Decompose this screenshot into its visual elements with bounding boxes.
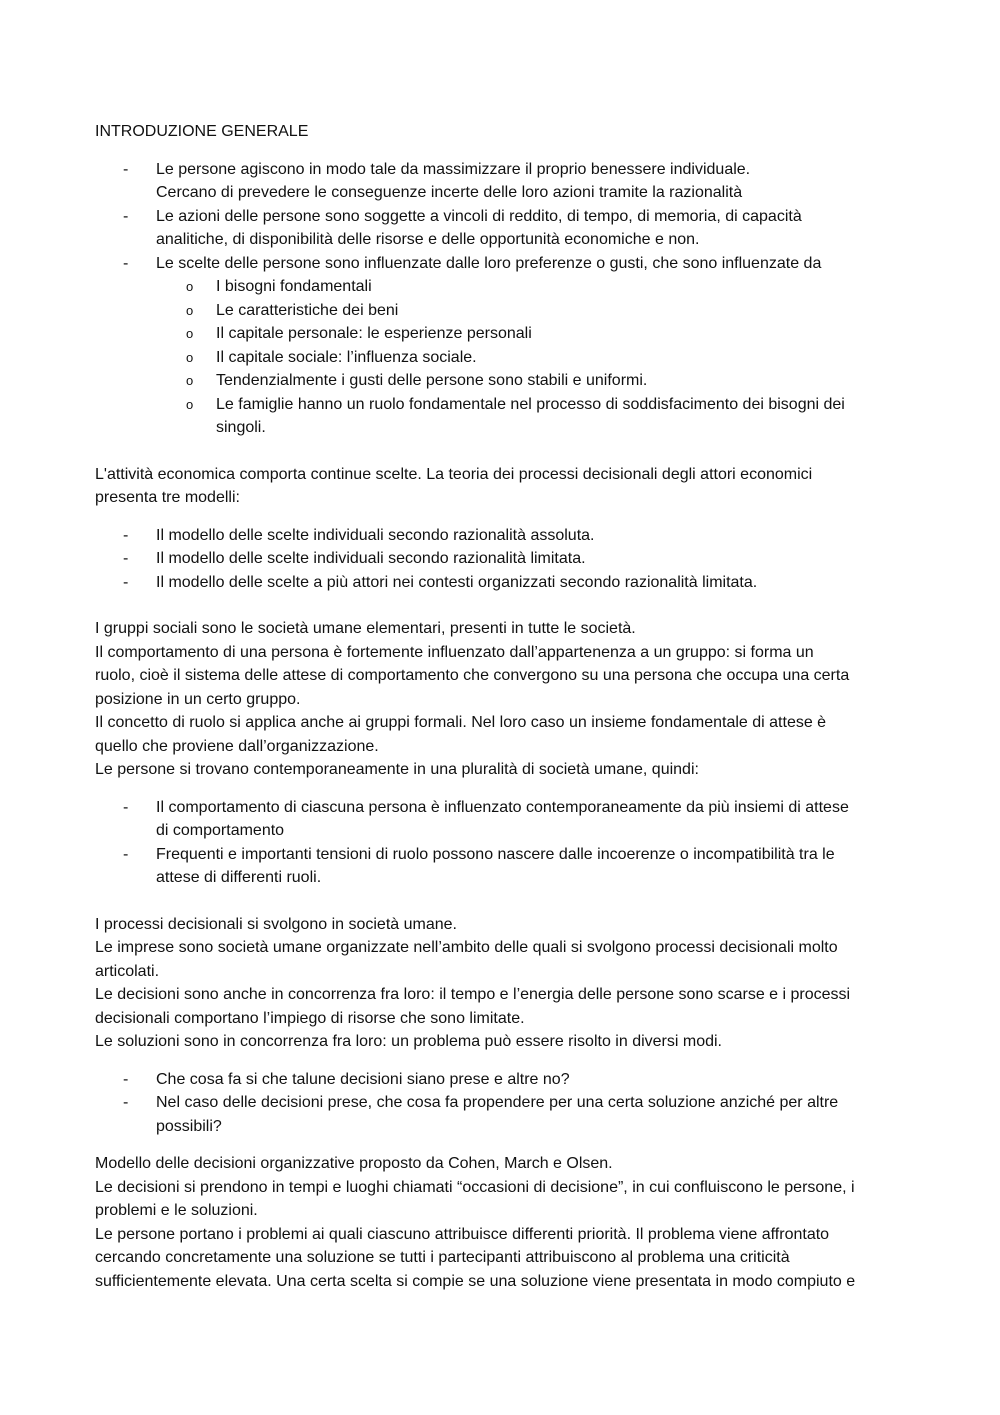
- list-item: [95, 158, 907, 205]
- bullet-list-models: [95, 524, 907, 595]
- paragraph: [95, 1152, 907, 1293]
- dash-bullet: -: [123, 1094, 129, 1111]
- list-item-line: attese di differenti ruoli.: [156, 869, 322, 886]
- list-item-line: Le azioni delle persone sono soggette a vincoli di reddito, di tempo, di memoria, di capacità: [156, 207, 802, 225]
- circle-bullet: o: [186, 302, 194, 318]
- dash-bullet: -: [123, 160, 129, 178]
- circle-bullet: o: [186, 326, 194, 341]
- sub-list-item: [95, 299, 907, 323]
- paragraph-line: Il comportamento di una persona è fortemente influenzato dall’appartenenza a un gruppo: si forma un: [95, 643, 814, 661]
- section-heading: INTRODUZIONE GENERALE: [95, 123, 309, 140]
- list-item: [95, 524, 907, 548]
- sub-list-item-line: Il capitale personale: le esperienze personali: [216, 325, 532, 342]
- list-item-line: Che cosa fa si che talune decisioni siano prese e altre no?: [156, 1070, 570, 1088]
- dash-bullet: -: [123, 550, 129, 567]
- paragraph: [95, 463, 907, 510]
- dash-bullet: -: [123, 1070, 129, 1088]
- paragraph-line: ruolo, cioè il sistema delle attese di comportamento che convergono su una persona che occupa una certa: [95, 667, 850, 684]
- list-item-line: Il modello delle scelte individuali secondo razionalità limitata.: [156, 550, 586, 567]
- list-item: [95, 252, 907, 276]
- sub-list-item: [95, 369, 907, 393]
- sub-list-item-line: Le famiglie hanno un ruolo fondamentale nel processo di soddisfacimento dei bisogni dei: [216, 395, 845, 413]
- sub-list-item-line: Tendenzialmente i gusti delle persone sono stabili e uniformi.: [216, 372, 648, 389]
- bullet-list-questions: [95, 1068, 907, 1139]
- dash-bullet: -: [123, 798, 129, 816]
- sub-list-item-line: Il capitale sociale: l’influenza sociale.: [216, 348, 477, 366]
- paragraph: [95, 913, 907, 1054]
- dash-bullet: -: [123, 526, 129, 544]
- list-item-line: Il comportamento di ciascuna persona è influenzato contemporaneamente da più insiemi di attese: [156, 798, 849, 816]
- paragraph: [95, 617, 907, 782]
- list-item: [95, 796, 907, 843]
- circle-bullet: o: [186, 396, 194, 412]
- list-item: [95, 571, 907, 595]
- sub-list-item-line: Le caratteristiche dei beni: [216, 301, 399, 319]
- list-item: [95, 1091, 907, 1138]
- sub-list-item: [95, 322, 907, 346]
- dash-bullet: -: [123, 207, 129, 225]
- paragraph-line: Le imprese sono società umane organizzate nell’ambito delle quali si svolgono processi decisionali molto: [95, 939, 838, 956]
- paragraph-line: presenta tre modelli:: [95, 489, 240, 506]
- circle-bullet: o: [186, 279, 194, 294]
- list-item-line: possibili?: [156, 1117, 222, 1135]
- sub-list-item: [95, 346, 907, 370]
- list-item-line: analitiche, di disponibilità delle risorse e delle opportunità economiche e non.: [156, 231, 700, 248]
- list-item: [95, 547, 907, 571]
- dash-bullet: -: [123, 254, 129, 272]
- list-item: [95, 205, 907, 252]
- paragraph-line: quello che proviene dall’organizzazione.: [95, 737, 379, 755]
- document-page: [95, 120, 907, 1293]
- paragraph-line: I gruppi sociali sono le società umane elementari, presenti in tutte le società.: [95, 620, 636, 637]
- list-item-line: Cercano di prevedere le conseguenze incerte delle loro azioni tramite la razionalità: [156, 184, 743, 201]
- sub-list-item-line: singoli.: [216, 419, 266, 436]
- paragraph-line: decisionali comportano l’impiego di risorse che sono limitate.: [95, 1009, 525, 1027]
- paragraph-line: L'attività economica comporta continue scelte. La teoria dei processi decisionali degli attori economici: [95, 465, 813, 483]
- list-item: [95, 843, 907, 890]
- paragraph-line: cercando concretamente una soluzione se tutti i partecipanti attribuiscono al problema una criticità: [95, 1249, 790, 1266]
- sub-list-item: [95, 275, 907, 299]
- paragraph-line: sufficientemente elevata. Una certa scelta si compie se una soluzione viene presentata in modo compiuto e: [95, 1272, 856, 1290]
- paragraph-line: Modello delle decisioni organizzative proposto da Cohen, March e Olsen.: [95, 1155, 613, 1172]
- sub-list-item: [95, 393, 907, 440]
- paragraph-line: Le decisioni si prendono in tempi e luoghi chiamati “occasioni di decisione”, in cui confluiscono le persone, i: [95, 1178, 855, 1196]
- circle-bullet: o: [186, 373, 194, 388]
- bullet-list-roles: [95, 796, 907, 890]
- paragraph-line: Le persone portano i problemi ai quali ciascuno attribuisce differenti priorità. Il problema viene affrontato: [95, 1225, 830, 1243]
- dash-bullet: -: [123, 845, 129, 863]
- list-item-line: Il modello delle scelte a più attori nei contesti organizzati secondo razionalità limitata.: [156, 573, 758, 591]
- bullet-list-behaviour: [95, 158, 907, 276]
- list-item-line: Le scelte delle persone sono influenzate dalle loro preferenze o gusti, che sono influenzate da: [156, 254, 822, 272]
- sub-list-preferences: [95, 275, 907, 440]
- paragraph-line: posizione in un certo gruppo.: [95, 690, 301, 708]
- sub-list-item-line: I bisogni fondamentali: [216, 278, 372, 295]
- list-item-line: di comportamento: [156, 822, 285, 839]
- circle-bullet: o: [186, 349, 194, 365]
- paragraph-line: articolati.: [95, 962, 160, 980]
- list-item-line: Frequenti e importanti tensioni di ruolo possono nascere dalle incoerenze o incompatibilità tra le: [156, 845, 835, 863]
- list-item-line: Il modello delle scelte individuali secondo razionalità assoluta.: [156, 526, 595, 544]
- paragraph-line: Le persone si trovano contemporaneamente in una pluralità di società umane, quindi:: [95, 761, 699, 778]
- list-item-line: Nel caso delle decisioni prese, che cosa fa propendere per una certa soluzione anziché per altre: [156, 1094, 839, 1111]
- paragraph-line: Il concetto di ruolo si applica anche ai gruppi formali. Nel loro caso un insieme fondamentale di attese è: [95, 714, 827, 731]
- dash-bullet: -: [123, 573, 129, 591]
- paragraph-line: Le soluzioni sono in concorrenza fra loro: un problema può essere risolto in diversi modi.: [95, 1033, 722, 1050]
- paragraph-line: problemi e le soluzioni.: [95, 1202, 258, 1219]
- list-item: [95, 1068, 907, 1092]
- paragraph-line: Le decisioni sono anche in concorrenza fra loro: il tempo e l’energia delle persone sono scarse e i processi: [95, 986, 851, 1003]
- list-item-line: Le persone agiscono in modo tale da massimizzare il proprio benessere individuale.: [156, 160, 751, 178]
- paragraph-line: I processi decisionali si svolgono in società umane.: [95, 915, 457, 933]
